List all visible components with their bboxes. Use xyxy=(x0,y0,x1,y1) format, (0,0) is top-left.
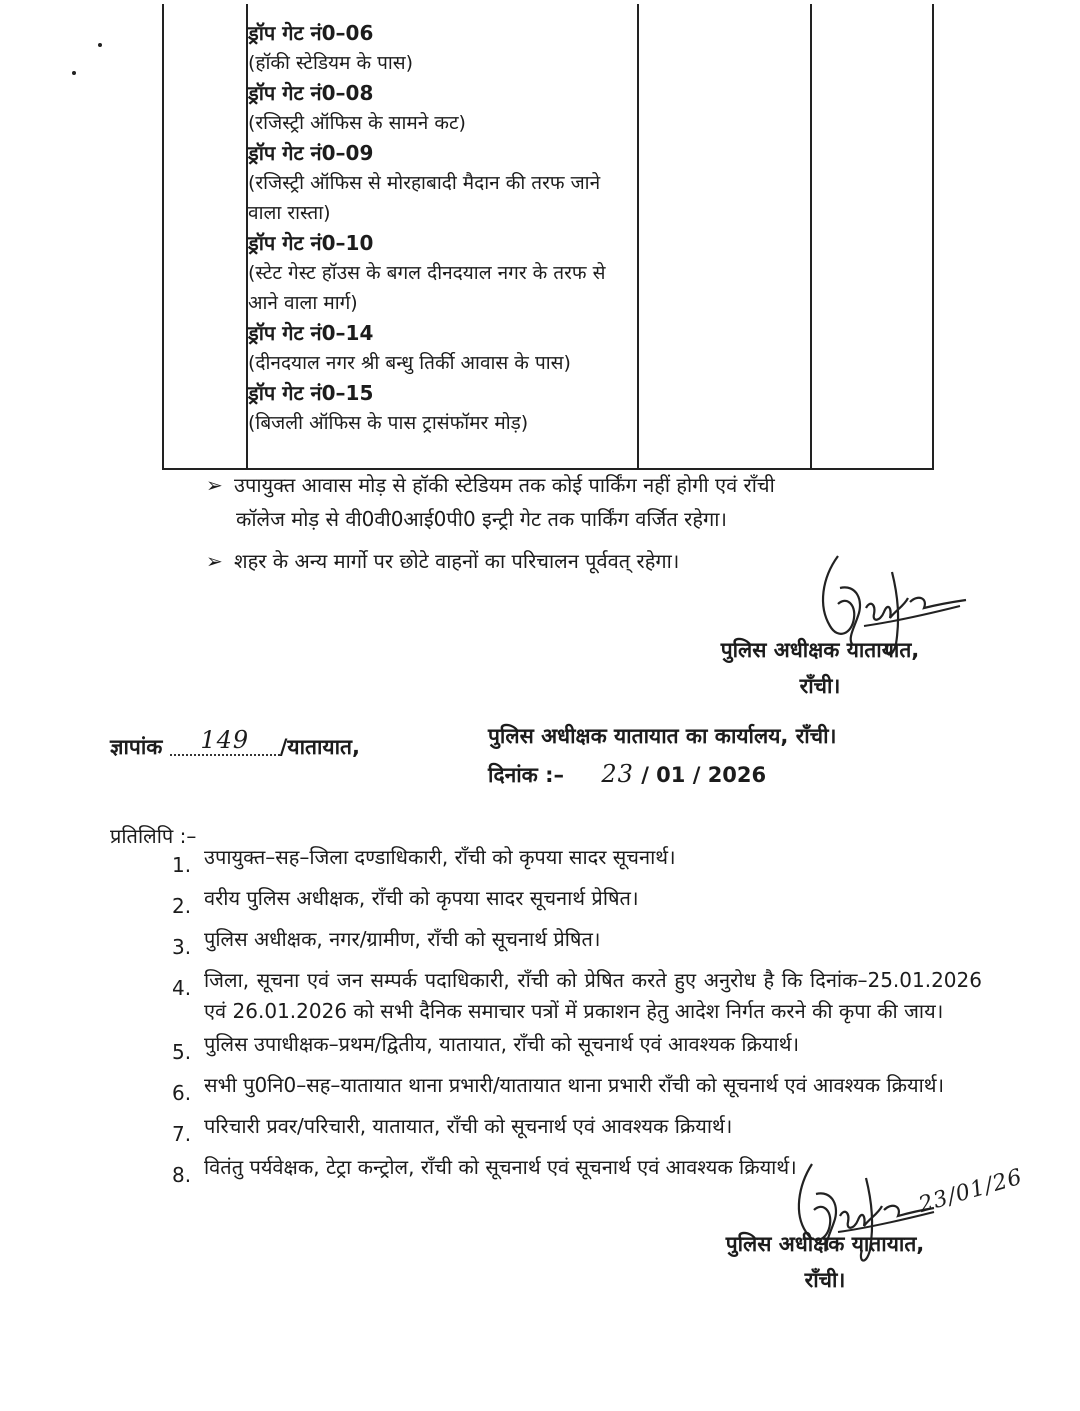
gate-title: ड्रॉप गेट नं0–08 xyxy=(248,81,374,105)
item-text: परिचारी प्रवर/परिचारी, यातायात, राँची को सूचनार्थ एवं आवश्यक क्रियार्थ। xyxy=(204,1114,733,1138)
item-number: 6. xyxy=(172,1081,192,1105)
item-text: उपायुक्त–सह–जिला दण्डाधिकारी, राँची को कृपया सादर सूचनार्थ। xyxy=(204,845,676,869)
handwritten-date: 23/01/26 xyxy=(916,1164,1026,1219)
arrow-bullet-icon: ➢ xyxy=(206,473,223,497)
signature-block-2 xyxy=(700,1226,950,1298)
memo-number: 149 xyxy=(200,726,250,754)
date-label: दिनांक :– xyxy=(488,763,565,787)
item-text: जिला, सूचना एवं जन सम्पर्क पदाधिकारी, राँची को प्रेषित करते हुए अनुरोध है कि दिनांक–25.01.2026 एवं 26.01.2026 को सभी दैनिक समाचार पत्रों में प्रकाशन हेतु आदेश निर्गत करने की कृपा की जाय। xyxy=(204,968,982,1023)
office-name: पुलिस अधीक्षक यातायात का कार्यालय, राँची। xyxy=(488,724,837,748)
gate-location: (रजिस्ट्री ऑफिस के सामने कट) xyxy=(248,112,466,134)
list-item xyxy=(172,842,982,881)
list-item xyxy=(172,1029,982,1068)
list-item xyxy=(172,1111,982,1150)
gate-title: ड्रॉप गेट नं0–09 xyxy=(248,141,374,165)
memo-number-line xyxy=(110,726,360,762)
note-text: शहर के अन्य मार्गो पर छोटे वाहनों का परिचालन पूर्ववत् रहेगा। xyxy=(234,549,680,573)
arrow-bullet-icon: ➢ xyxy=(206,549,223,573)
designation: पुलिस अधीक्षक यातायात, xyxy=(720,638,920,662)
note-text: कॉलेज मोड़ से वी0वी0आई0पी0 इन्ट्री गेट तक पार्किंग वर्जित रहेगा। xyxy=(236,507,727,531)
gate-location: (बिजली ऑफिस के पास ट्रासंफॉमर मोड़) xyxy=(248,412,529,434)
item-number: 8. xyxy=(172,1163,192,1187)
gate-location: (हॉकी स्टेडियम के पास) xyxy=(248,52,414,74)
drop-gate-table xyxy=(162,4,934,470)
stray-mark xyxy=(72,71,76,75)
list-item xyxy=(172,883,982,922)
signature-block-1 xyxy=(696,632,944,704)
item-number: 3. xyxy=(172,935,192,959)
item-text: वितंतु पर्यवेक्षक, टेट्रा कन्ट्रोल, राँची को सूचनार्थ एवं सूचनार्थ एवं आवश्यक क्रियार्थ। xyxy=(204,1155,797,1179)
table-column-divider xyxy=(810,4,812,468)
parking-note xyxy=(206,468,976,536)
gate-location: (स्टेट गेस्ट हॉउस के बगल दीनदयाल नगर के तरफ से आने वाला मार्ग) xyxy=(248,262,606,314)
item-number: 5. xyxy=(172,1040,192,1064)
city: राँची। xyxy=(804,1268,846,1292)
gate-location: (रजिस्ट्री ऑफिस से मोरहाबादी मैदान की तरफ जाने वाला रास्ता) xyxy=(248,172,601,224)
date-line xyxy=(488,760,766,789)
date-day: 23 xyxy=(601,760,634,788)
gate-title: ड्रॉप गेट नं0–15 xyxy=(248,381,374,405)
item-number: 1. xyxy=(172,853,192,877)
copy-recipient-list xyxy=(172,842,982,1193)
copy-heading: प्रतिलिपि :– xyxy=(110,824,197,848)
list-item xyxy=(172,1070,982,1109)
date-month-year: / 01 / 2026 xyxy=(641,763,767,787)
list-item xyxy=(172,924,982,963)
item-number: 2. xyxy=(172,894,192,918)
item-number: 4. xyxy=(172,976,192,1000)
list-item xyxy=(172,965,982,1027)
item-text: सभी पु0नि0–सह–यातायात थाना प्रभारी/यातायात थाना प्रभारी राँची को सूचनार्थ एवं आवश्यक क्रियार्थ। xyxy=(204,1073,945,1097)
gate-title: ड्रॉप गेट नं0–14 xyxy=(248,321,374,345)
item-text: पुलिस उपाधीक्षक–प्रथम/द्वितीय, यातायात, राँची को सूचनार्थ एवं आवश्यक क्रियार्थ। xyxy=(204,1032,800,1056)
stray-mark xyxy=(98,43,102,47)
gate-title: ड्रॉप गेट नं0–06 xyxy=(248,21,374,45)
designation: पुलिस अधीक्षक यातायात, xyxy=(725,1232,925,1256)
memo-label: ज्ञापांक xyxy=(110,735,163,759)
gate-location: (दीनदयाल नगर श्री बन्धु तिर्की आवास के पास) xyxy=(248,352,571,374)
gate-list xyxy=(248,18,638,438)
item-text: वरीय पुलिस अधीक्षक, राँची को कृपया सादर सूचनार्थ प्रेषित। xyxy=(204,886,639,910)
item-text: पुलिस अधीक्षक, नगर/ग्रामीण, राँची को सूचनार्थ प्रेषित। xyxy=(204,927,601,951)
gate-title: ड्रॉप गेट नं0–10 xyxy=(248,231,374,255)
note-text: उपायुक्त आवास मोड़ से हॉकी स्टेडियम तक कोई पार्किंग नहीं होगी एवं राँची xyxy=(234,473,775,497)
item-number: 7. xyxy=(172,1122,192,1146)
memo-dept: /यातायात, xyxy=(279,735,360,759)
city: राँची। xyxy=(799,674,841,698)
